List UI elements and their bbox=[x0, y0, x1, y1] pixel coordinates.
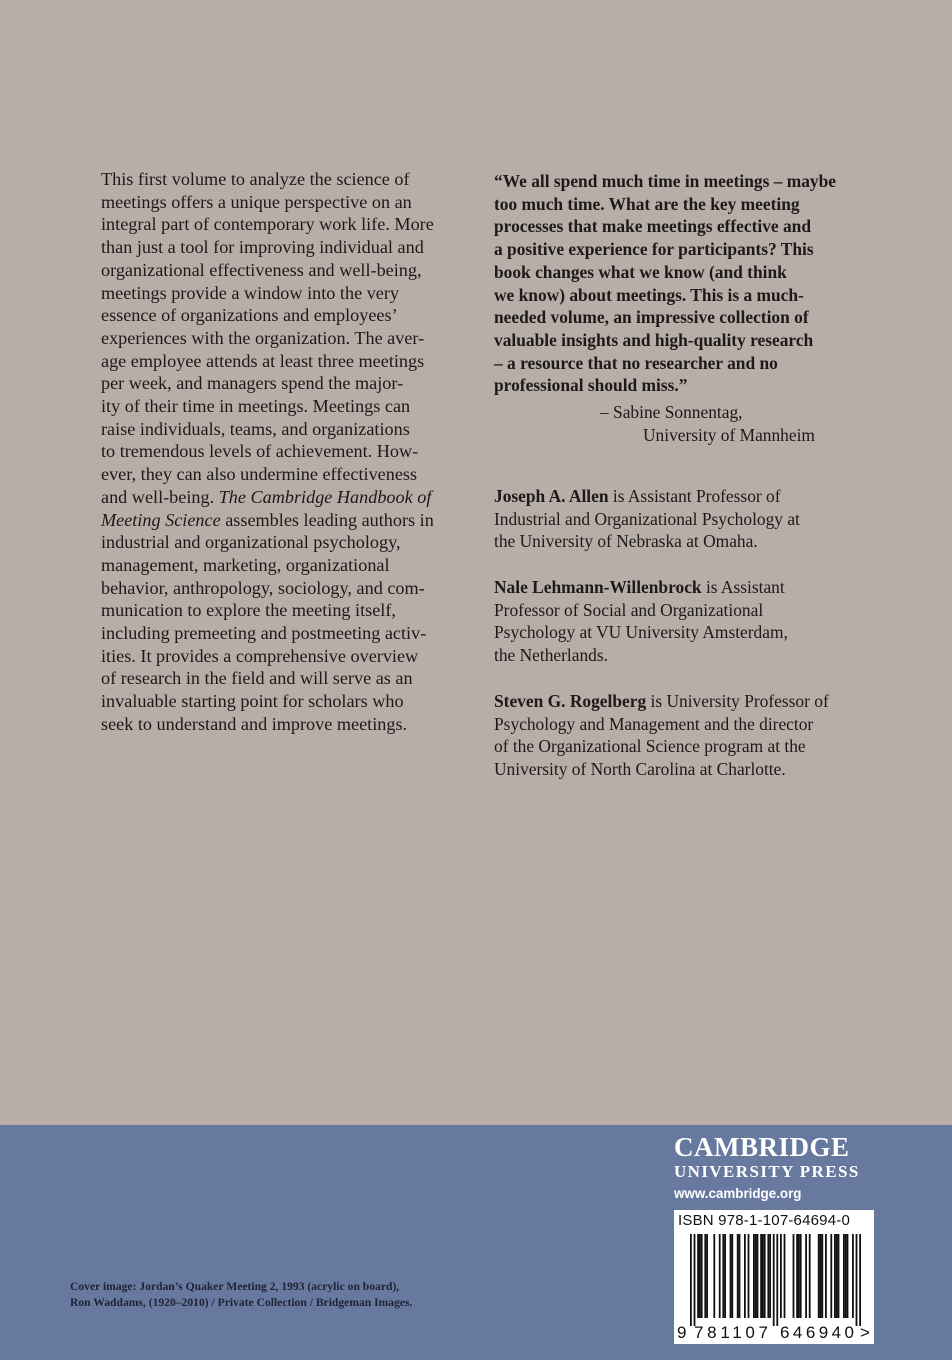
barcode-bar bbox=[739, 1234, 741, 1318]
barcode-bar bbox=[767, 1234, 769, 1318]
author-bio-allen bbox=[494, 485, 864, 553]
blurb-line: management, marketing, organizational bbox=[101, 554, 390, 575]
barcode-bar bbox=[793, 1234, 795, 1318]
barcode-bar bbox=[836, 1234, 838, 1318]
barcode-bar bbox=[800, 1234, 802, 1318]
author-name: Steven G. Rogelberg bbox=[494, 691, 647, 711]
quote-attribution bbox=[600, 401, 815, 446]
blurb-line: ever, they can also undermine effectiveness bbox=[101, 464, 418, 485]
quote-line: book changes what we know (and think bbox=[494, 261, 787, 282]
barcode-bar bbox=[769, 1234, 771, 1318]
bio-text: is Assistant Professor of bbox=[608, 486, 781, 506]
barcode-bar bbox=[852, 1234, 854, 1318]
barcode-bar bbox=[722, 1234, 724, 1318]
blurb-line: age employee attends at least three meetings bbox=[101, 350, 425, 371]
bio-line bbox=[494, 576, 864, 599]
blurb-line bbox=[101, 486, 441, 509]
blurb-line: meetings provide a window into the very bbox=[101, 282, 400, 303]
barcode-bar bbox=[776, 1234, 778, 1326]
barcode-bar bbox=[713, 1234, 715, 1318]
quote-line: “We all spend much time in meetings – maybe bbox=[494, 171, 837, 191]
quote-line: a positive experience for participants? This bbox=[494, 239, 814, 260]
blurb-line: including premeeting and postmeeting activ- bbox=[101, 623, 427, 644]
blurb-line: behavior, anthropology, sociology, and com- bbox=[101, 577, 425, 598]
barcode-bar bbox=[690, 1234, 692, 1326]
blurb-line: meetings offers a unique perspective on an bbox=[101, 191, 412, 212]
cover-image-credit bbox=[70, 1279, 490, 1311]
barcode-bar bbox=[845, 1234, 847, 1318]
book-description bbox=[101, 168, 441, 736]
barcode-bar bbox=[762, 1234, 764, 1318]
quote-line: professional should miss.” bbox=[494, 375, 688, 396]
author-name: Joseph A. Allen bbox=[494, 486, 609, 506]
barcode-bar bbox=[748, 1234, 750, 1318]
quote-line: needed volume, an impressive collection of bbox=[494, 307, 809, 328]
barcode-bar bbox=[780, 1234, 782, 1318]
blurb-line: than just a tool for improving individual and bbox=[101, 237, 424, 258]
barcode-bar bbox=[757, 1234, 759, 1318]
barcode-right-digits: 646940 bbox=[780, 1323, 854, 1342]
bio-line: of the Organizational Science program at the bbox=[494, 736, 806, 757]
barcode-lead-digit: 9 bbox=[677, 1323, 687, 1342]
barcode-bar bbox=[744, 1234, 746, 1318]
blurb-line: to tremendous levels of achievement. How- bbox=[101, 441, 419, 462]
barcode-bar bbox=[773, 1234, 775, 1326]
barcode-bar bbox=[704, 1234, 706, 1318]
barcode-bar bbox=[856, 1234, 858, 1326]
barcode-bar bbox=[731, 1234, 733, 1318]
publisher-block bbox=[674, 1132, 884, 1202]
blurb-line: raise individuals, teams, and organizations bbox=[101, 418, 410, 439]
quote-line: valuable insights and high-quality research bbox=[494, 329, 814, 350]
barcode-graphic bbox=[674, 1210, 874, 1344]
quote-line: – a resource that no researcher and no bbox=[494, 352, 778, 373]
credit-line: Cover image: Jordan’s Quaker Meeting 2, 1993 (acrylic on board), bbox=[70, 1280, 400, 1293]
bio-text: is Assistant bbox=[701, 577, 785, 597]
bio-text: is University Professor of bbox=[646, 691, 829, 711]
bio-line: Professor of Social and Organizational bbox=[494, 599, 764, 620]
author-name: Nale Lehmann-Willenbrock bbox=[494, 577, 702, 597]
book-title-italic: The Cambridge Handbook of bbox=[218, 486, 432, 507]
bio-line: the Netherlands. bbox=[494, 645, 608, 666]
barcode-bar bbox=[847, 1234, 849, 1318]
blurb-line: ity of their time in meetings. Meetings can bbox=[101, 396, 411, 417]
attribution-affiliation: University of Mannheim bbox=[643, 424, 815, 445]
blurb-line: experiences with the organization. The aver- bbox=[101, 327, 425, 348]
endorsement-quote bbox=[494, 170, 864, 397]
barcode-bar bbox=[719, 1234, 721, 1318]
barcode-bar bbox=[830, 1234, 832, 1318]
barcode-bar bbox=[805, 1234, 807, 1318]
blurb-line: organizational effectiveness and well-being, bbox=[101, 259, 422, 280]
barcode-bar bbox=[706, 1234, 708, 1318]
quote-line: too much time. What are the key meeting bbox=[494, 193, 800, 214]
blurb-line: per week, and managers spend the major- bbox=[101, 373, 404, 394]
blurb-line: of research in the field and will serve as an bbox=[101, 668, 413, 689]
blurb-line: ities. It provides a comprehensive overview bbox=[101, 645, 419, 666]
isbn-label: ISBN 978-1-107-64694-0 bbox=[678, 1212, 851, 1229]
author-bio-lehmann-willenbrock bbox=[494, 576, 864, 667]
blurb-line: integral part of contemporary work life. More bbox=[101, 214, 434, 235]
bio-line: Psychology and Management and the director bbox=[494, 713, 814, 734]
barcode-bar bbox=[701, 1234, 703, 1318]
barcode-left-digits: 781107 bbox=[694, 1323, 768, 1342]
barcode-bar bbox=[755, 1234, 757, 1318]
bio-line bbox=[494, 485, 864, 508]
credit-line: Ron Waddams, (1920–2010) / Private Collection / Bridgeman Images. bbox=[70, 1296, 413, 1309]
blurb-line: industrial and organizational psychology, bbox=[101, 532, 401, 553]
barcode bbox=[674, 1210, 874, 1344]
quote-line: we know) about meetings. This is a much- bbox=[494, 284, 804, 305]
barcode-bar bbox=[697, 1234, 699, 1318]
blurb-line: invaluable starting point for scholars who bbox=[101, 691, 404, 712]
bio-line: University of North Carolina at Charlotte. bbox=[494, 759, 786, 780]
blurb-line bbox=[101, 509, 441, 532]
blurb-text: assembles leading authors in bbox=[220, 509, 434, 530]
barcode-bar bbox=[694, 1234, 696, 1326]
blurb-line: essence of organizations and employees’ bbox=[101, 305, 398, 326]
blurb-text: and well-being. bbox=[101, 486, 219, 507]
publisher-logo-sub: UNIVERSITY PRESS bbox=[674, 1162, 860, 1181]
blurb-line: seek to understand and improve meetings. bbox=[101, 713, 408, 734]
barcode-bar bbox=[821, 1234, 823, 1318]
blurb-line: This first volume to analyze the science of bbox=[101, 169, 410, 189]
bio-line: Industrial and Organizational Psychology at bbox=[494, 508, 800, 529]
bio-line bbox=[494, 690, 864, 713]
bio-line: the University of Nebraska at Omaha. bbox=[494, 531, 758, 552]
barcode-end-mark: > bbox=[860, 1323, 870, 1342]
barcode-bar bbox=[737, 1234, 739, 1318]
quote-line: processes that make meetings effective and bbox=[494, 216, 811, 237]
attribution-name: – Sabine Sonnentag, bbox=[600, 402, 743, 422]
barcode-bar bbox=[760, 1234, 762, 1318]
publisher-website-link[interactable]: www.cambridge.org bbox=[674, 1186, 802, 1201]
barcode-bar bbox=[818, 1234, 820, 1318]
barcode-bar bbox=[730, 1234, 732, 1318]
barcode-bar bbox=[820, 1234, 822, 1318]
publisher-logo-name: CAMBRIDGE bbox=[674, 1132, 850, 1162]
book-title-italic: Meeting Science bbox=[101, 509, 221, 530]
barcode-bar bbox=[825, 1234, 827, 1318]
barcode-bar bbox=[809, 1234, 811, 1318]
barcode-bar bbox=[838, 1234, 840, 1318]
barcode-bar bbox=[784, 1234, 786, 1318]
barcode-bar bbox=[764, 1234, 766, 1318]
barcode-bar bbox=[796, 1234, 798, 1318]
barcode-bars bbox=[690, 1234, 861, 1326]
barcode-bar bbox=[724, 1234, 726, 1318]
blurb-line: munication to explore the meeting itself, bbox=[101, 600, 396, 621]
barcode-bar bbox=[859, 1234, 861, 1326]
bio-line: Psychology at VU University Amsterdam, bbox=[494, 622, 788, 643]
barcode-bar bbox=[834, 1234, 836, 1318]
author-bio-rogelberg bbox=[494, 690, 864, 781]
barcode-bar bbox=[798, 1234, 800, 1318]
barcode-bar bbox=[699, 1234, 701, 1318]
barcode-bar bbox=[843, 1234, 845, 1318]
barcode-bar bbox=[753, 1234, 755, 1318]
